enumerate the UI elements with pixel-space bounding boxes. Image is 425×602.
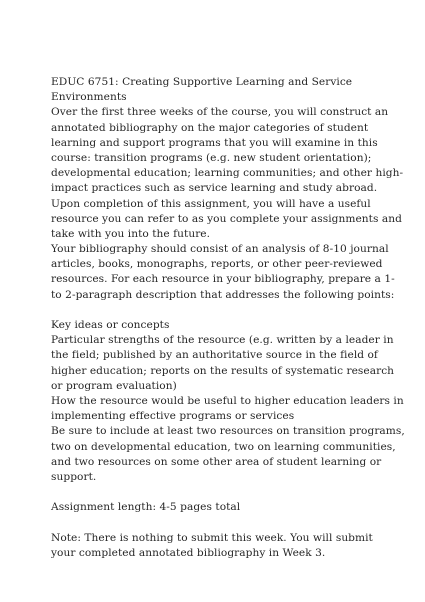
intro-line: Over the first three weeks of the course, you will construct an [51, 106, 389, 119]
intro-line: course: transition programs (e.g. new student orientation); [51, 151, 372, 164]
intro-line: take with you into the future. [51, 227, 211, 240]
points-line: two on developmental education, two on learning communities, [51, 440, 396, 453]
intro-line: articles, books, monographs, reports, or other peer-reviewed [51, 258, 383, 271]
points-line: and two resources on some other area of student learning or [51, 455, 382, 468]
heading-line: EDUC 6751: Creating Supportive Learning and Service [51, 76, 353, 88]
note-line: your completed annotated bibliography in Week 3. [51, 546, 326, 559]
intro-line: developmental education; learning communities; and other high- [51, 167, 404, 180]
intro-line: impact practices such as service learning and study abroad. [51, 182, 378, 195]
points-line: or program evaluation) [51, 379, 177, 392]
intro-line: to 2-paragraph description that addresses the following points: [51, 288, 395, 301]
intro-line: Upon completion of this assignment, you will have a useful [51, 197, 371, 210]
intro-line: resources. For each resource in your bibliography, prepare a 1- [51, 273, 395, 286]
intro-line: annotated bibliography on the major categories of student [51, 121, 369, 134]
points-line: support. [51, 470, 97, 483]
paragraph-gap [51, 485, 381, 500]
points-line: higher education; reports on the results of systematic research [51, 364, 395, 377]
note-line: Note: There is nothing to submit this week. You will submit [51, 531, 373, 544]
points-line: the field; published by an authoritative source in the field of [51, 349, 378, 362]
points-line: Be sure to include at least two resources on transition programs, [51, 425, 405, 438]
points-line: implementing effective programs or services [51, 410, 295, 423]
assignment-length: Assignment length: 4-5 pages total [51, 501, 241, 514]
intro-line: Your bibliography should consist of an analysis of 8-10 journal [51, 243, 389, 256]
paragraph-gap [51, 515, 381, 530]
points-line: How the resource would be useful to higher education leaders in [51, 394, 404, 407]
intro-line: learning and support programs that you will examine in this [51, 136, 378, 149]
points-line: Key ideas or concepts [51, 319, 170, 331]
paragraph-gap [51, 303, 381, 318]
points-line: Particular strengths of the resource (e.g. written by a leader in [51, 334, 394, 347]
heading-line: Environments [51, 91, 127, 104]
document-body [51, 75, 405, 561]
intro-line: resource you can refer to as you complete your assignments and [51, 212, 402, 225]
